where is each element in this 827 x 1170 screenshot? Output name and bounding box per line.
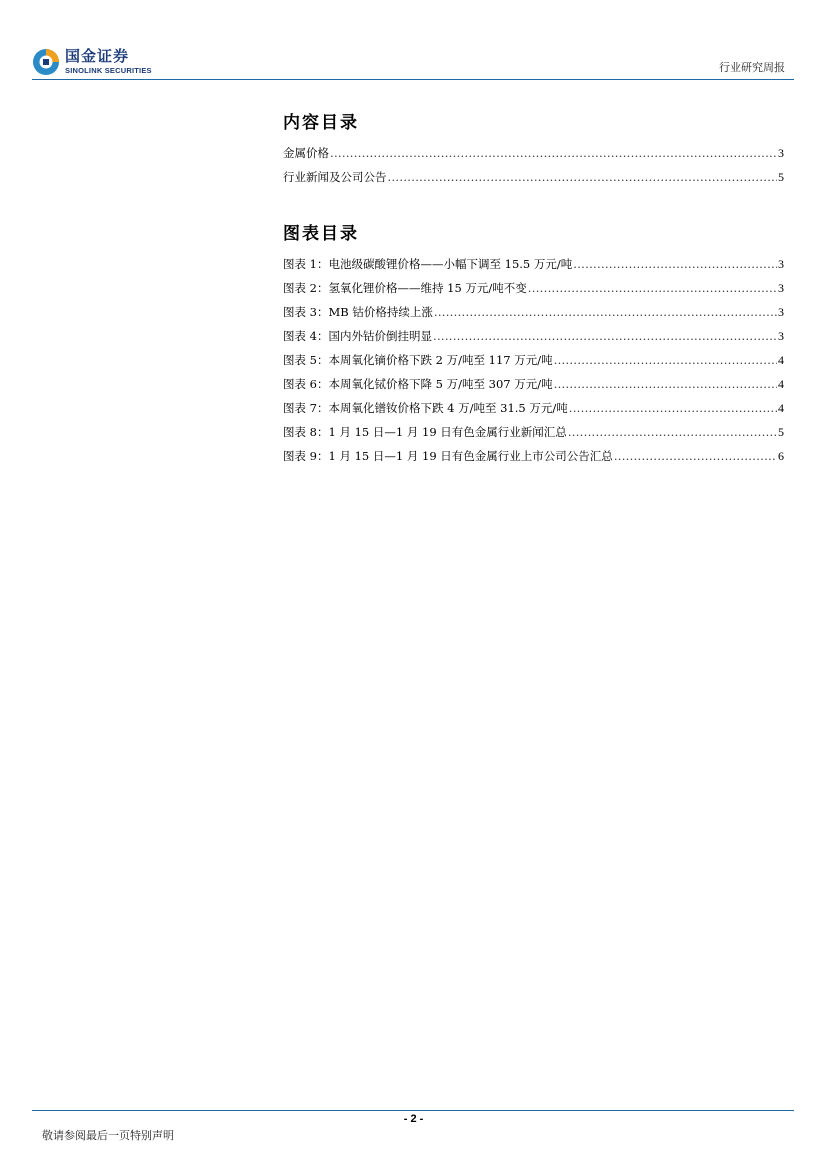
dot-leader xyxy=(433,324,777,348)
figure-entry-page: 6 xyxy=(778,449,784,463)
figure-entry[interactable] xyxy=(283,420,784,444)
dot-leader xyxy=(330,141,777,165)
figure-entry-label: 图表 8：1 月 15 日—1 月 19 日有色金属行业新闻汇总 xyxy=(283,425,567,439)
logo-cn-text: 国金证券 xyxy=(65,47,130,66)
figure-entry-label: 图表 6：本周氧化铽价格下降 5 万/吨至 307 万元/吨 xyxy=(283,377,553,391)
figure-entry-label: 图表 2：氢氧化锂价格——维持 15 万元/吨不变 xyxy=(283,281,527,295)
dot-leader xyxy=(568,420,777,444)
figure-entry[interactable] xyxy=(283,276,784,300)
figure-entry-label: 图表 1：电池级碳酸锂价格——小幅下调至 15.5 万元/吨 xyxy=(283,257,573,271)
dot-leader xyxy=(554,372,777,396)
figure-entry-page: 4 xyxy=(778,353,784,367)
figure-entry-page: 3 xyxy=(778,257,784,271)
figure-entry[interactable] xyxy=(283,444,784,468)
dot-leader xyxy=(569,396,777,420)
figure-entry-page: 3 xyxy=(778,281,784,295)
dot-leader xyxy=(614,444,777,468)
figure-entry-page: 4 xyxy=(778,377,784,391)
figure-entry[interactable] xyxy=(283,252,784,276)
dot-leader xyxy=(573,252,777,276)
page-header xyxy=(0,0,827,82)
figure-entry-label: 图表 4：国内外钴价倒挂明显 xyxy=(283,329,432,343)
figure-entry-page: 3 xyxy=(778,305,784,319)
contents-list xyxy=(283,141,784,189)
page-number: - 2 - xyxy=(403,1113,424,1125)
figures-list xyxy=(283,252,784,468)
figure-entry-page: 5 xyxy=(778,425,784,439)
toc-entry[interactable] xyxy=(283,165,784,189)
header-divider xyxy=(32,79,794,80)
figures-title: 图表目录 xyxy=(283,224,359,244)
toc-entry-page: 5 xyxy=(778,170,784,184)
figure-entry[interactable] xyxy=(283,300,784,324)
footer-divider xyxy=(32,1110,794,1111)
toc-content xyxy=(283,108,784,468)
toc-entry-label: 金属价格 xyxy=(283,146,329,160)
contents-title: 内容目录 xyxy=(283,113,359,133)
figure-entry[interactable] xyxy=(283,396,784,420)
sinolink-logo-icon xyxy=(32,48,60,76)
figure-entry-label: 图表 5：本周氧化镝价格下跌 2 万/吨至 117 万元/吨 xyxy=(283,353,553,367)
figure-entry[interactable] xyxy=(283,372,784,396)
figure-entry-label: 图表 7：本周氧化镨钕价格下跌 4 万/吨至 31.5 万元/吨 xyxy=(283,401,568,415)
dot-leader xyxy=(434,300,777,324)
toc-entry-label: 行业新闻及公司公告 xyxy=(283,170,387,184)
report-type: 行业研究周报 xyxy=(719,61,785,74)
figure-entry-label: 图表 3：MB 钴价格持续上涨 xyxy=(283,305,433,319)
figure-entry-label: 图表 9：1 月 15 日—1 月 19 日有色金属行业上市公司公告汇总 xyxy=(283,449,613,463)
footer-disclaimer: 敬请参阅最后一页特别声明 xyxy=(42,1129,174,1142)
dot-leader xyxy=(528,276,777,300)
dot-leader xyxy=(554,348,777,372)
figure-entry[interactable] xyxy=(283,348,784,372)
figure-entry-page: 4 xyxy=(778,401,784,415)
dot-leader xyxy=(388,165,778,189)
company-logo xyxy=(32,47,152,77)
figure-entry-page: 3 xyxy=(778,329,784,343)
figure-entry[interactable] xyxy=(283,324,784,348)
logo-en-text: SINOLINK SECURITIES xyxy=(65,66,152,76)
toc-entry-page: 3 xyxy=(778,146,784,160)
toc-entry[interactable] xyxy=(283,141,784,165)
